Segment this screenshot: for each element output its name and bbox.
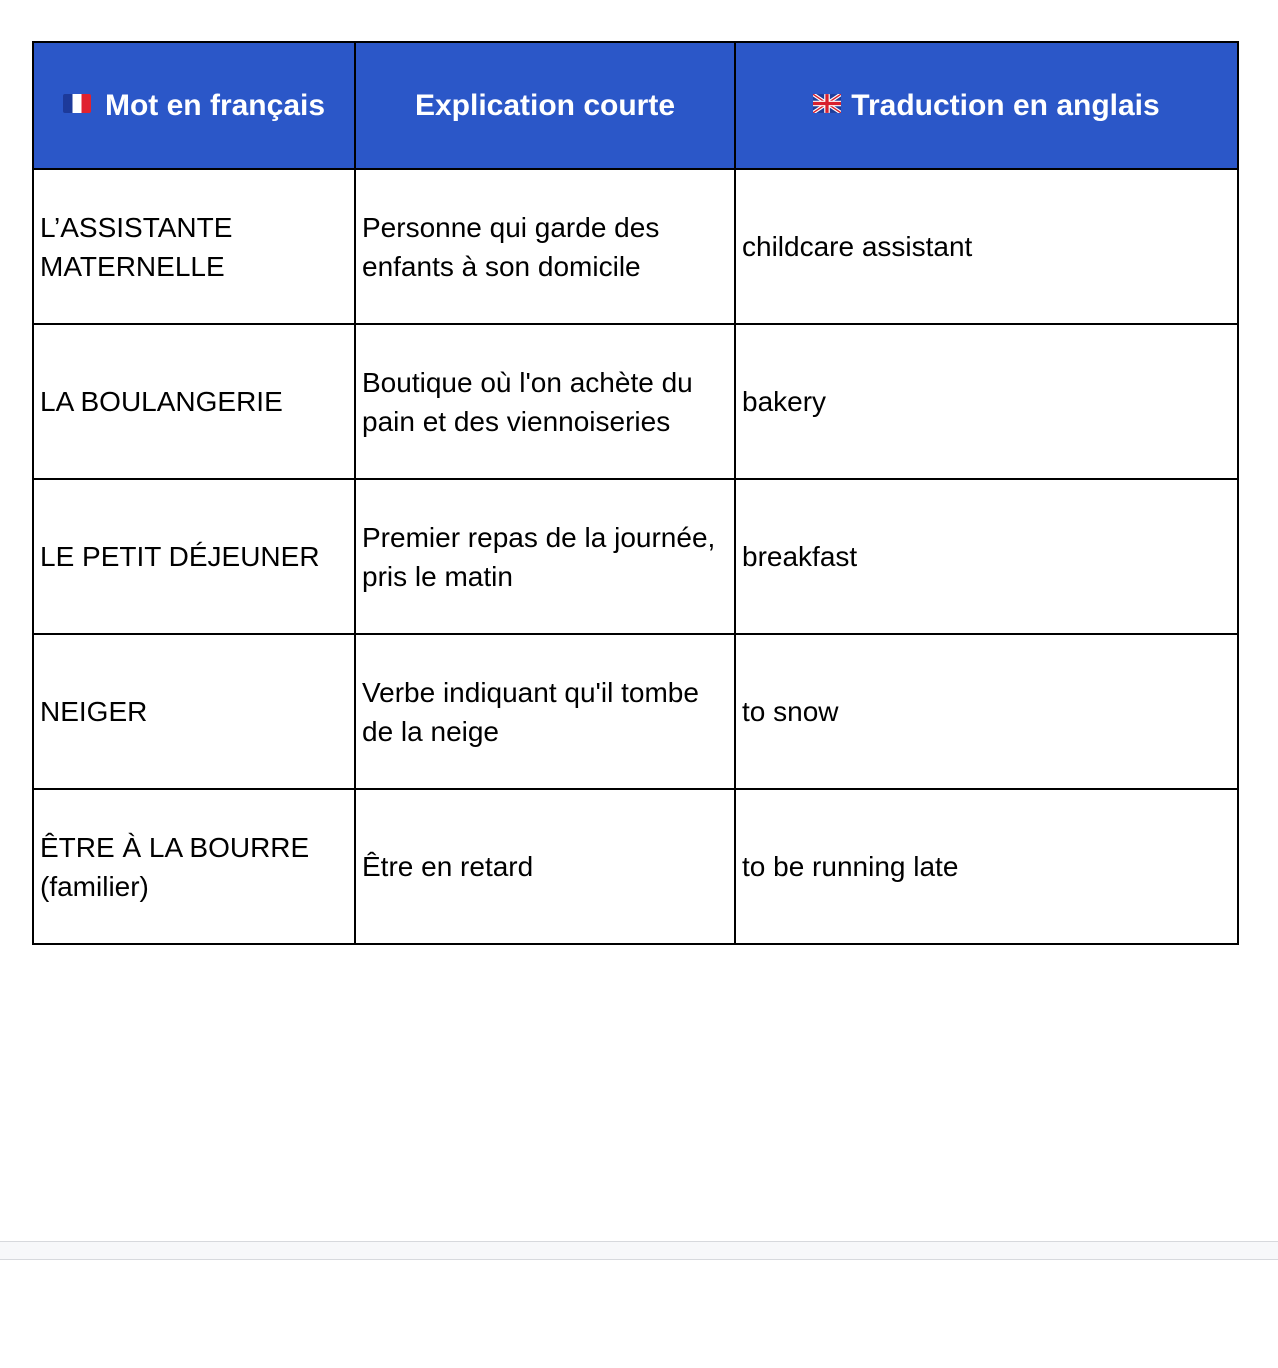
cell-short-explanation: Personne qui garde des enfants à son domicile <box>355 169 735 324</box>
header-french-word-label: Mot en français <box>104 88 326 122</box>
cell-french-word: L’ASSISTANTE MATERNELLE <box>33 169 355 324</box>
table-row <box>33 634 1238 789</box>
footer-divider-strip <box>0 1241 1278 1260</box>
table-row <box>33 789 1238 944</box>
cell-short-explanation: Premier repas de la journée, pris le matin <box>355 479 735 634</box>
cell-short-explanation: Verbe indiquant qu'il tombe de la neige <box>355 634 735 789</box>
cell-english-translation: childcare assistant <box>735 169 1238 324</box>
header-english-translation <box>735 42 1238 169</box>
cell-short-explanation: Boutique où l'on achète du pain et des viennoiseries <box>355 324 735 479</box>
table-row <box>33 479 1238 634</box>
cell-english-translation: bakery <box>735 324 1238 479</box>
france-flag-icon <box>63 94 91 113</box>
cell-english-translation: breakfast <box>735 479 1238 634</box>
vocabulary-table <box>32 41 1239 945</box>
cell-short-explanation: Être en retard <box>355 789 735 944</box>
header-english-translation-label: Traduction en anglais <box>851 88 1160 122</box>
table-header-row <box>33 42 1238 169</box>
cell-french-word: ÊTRE À LA BOURRE (familier) <box>33 789 355 944</box>
uk-flag-icon <box>813 94 841 113</box>
cell-english-translation: to be running late <box>735 789 1238 944</box>
header-short-explanation-label: Explication courte <box>414 88 676 122</box>
header-short-explanation <box>355 42 735 169</box>
header-french-word <box>33 42 355 169</box>
cell-english-translation: to snow <box>735 634 1238 789</box>
cell-french-word: LE PETIT DÉJEUNER <box>33 479 355 634</box>
cell-french-word: LA BOULANGERIE <box>33 324 355 479</box>
table-row <box>33 169 1238 324</box>
cell-french-word: NEIGER <box>33 634 355 789</box>
table-row <box>33 324 1238 479</box>
